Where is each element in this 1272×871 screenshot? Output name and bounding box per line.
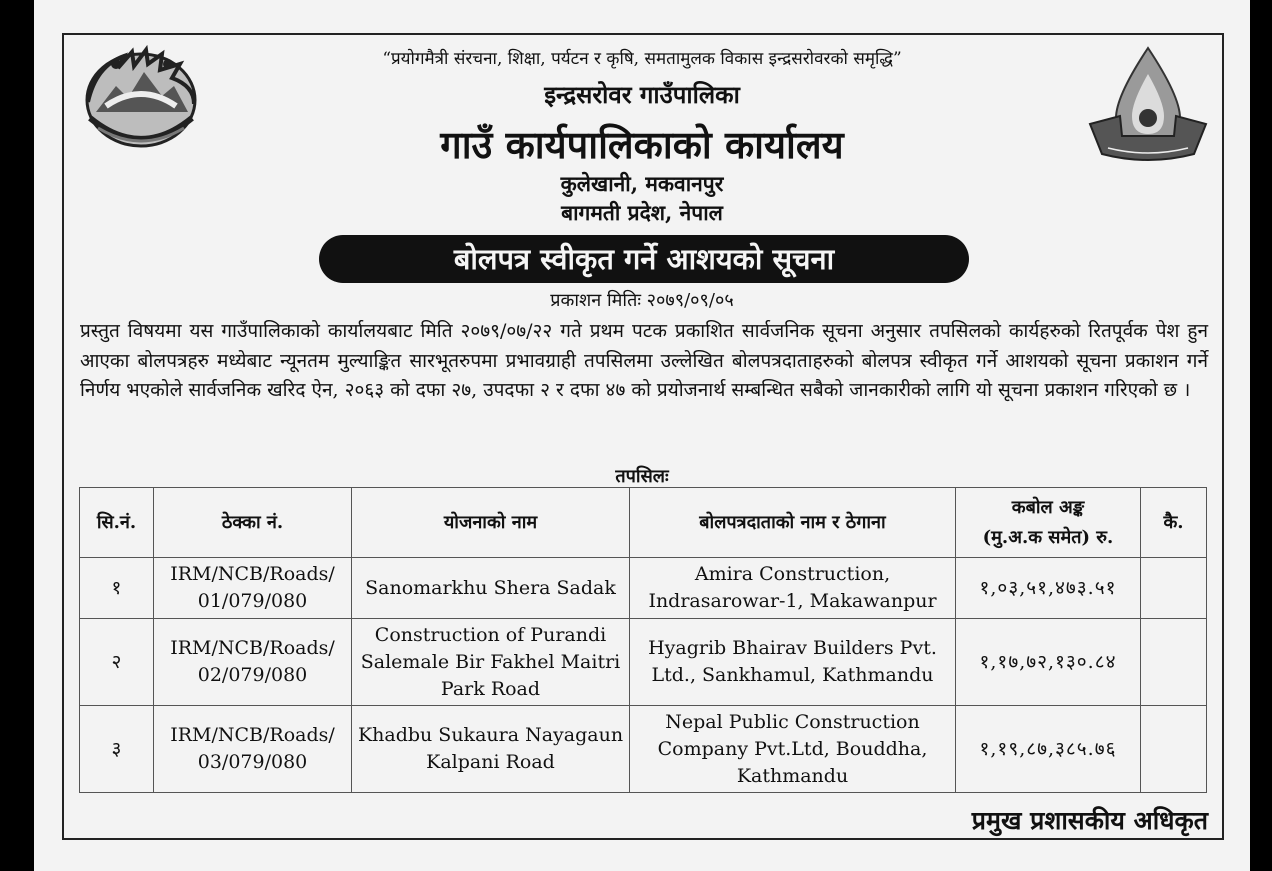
- notice-page: [34, 0, 1250, 871]
- contract-line1: IRM/NCB/Roads/: [170, 563, 335, 585]
- header-remarks: कै.: [1141, 488, 1207, 558]
- header-amount-line1: कबोल अङ्क: [1011, 496, 1085, 518]
- row-project: Construction of Purandi Salemale Bir Fakhel Maitri Park Road: [352, 619, 630, 706]
- signatory-title: प्रमुख प्रशासकीय अधिकृत: [971, 806, 1208, 835]
- table-row: [80, 558, 1207, 619]
- bidder-line2: Indrasarowar-1, Makawanpur: [648, 590, 937, 612]
- bidder-line1: Nepal Public Construction Company Pvt.Ltd, Bouddha,: [657, 710, 928, 760]
- notice-title-banner: बोलपत्र स्वीकृत गर्ने आशयको सूचना: [319, 235, 969, 283]
- contract-line2: 01/079/080: [197, 590, 308, 612]
- contract-line1: IRM/NCB/Roads/: [170, 724, 335, 746]
- contract-line2: 02/079/080: [197, 664, 308, 686]
- row-bidder: [630, 619, 956, 706]
- row-bidder: [630, 558, 956, 619]
- table-header-row: [80, 488, 1207, 558]
- publish-date: प्रकाशन मितिः २०७९/०९/०५: [550, 290, 734, 311]
- header-amount: [956, 488, 1141, 558]
- bidder-line1: Amira Construction,: [694, 563, 891, 585]
- bidder-line1: Hyagrib Bhairav Builders Pvt.: [648, 637, 937, 659]
- address-line-2: बागमती प्रदेश, नेपाल: [561, 200, 723, 225]
- row-contract-no: [154, 619, 352, 706]
- row-project: Khadbu Sukaura Nayagaun Kalpani Road: [352, 706, 630, 793]
- row-amount: १,१७,७२,१३०.८४: [956, 619, 1141, 706]
- row-remarks: [1141, 558, 1207, 619]
- row-sn: १: [80, 558, 154, 619]
- row-bidder: [630, 706, 956, 793]
- notice-body: प्रस्तुत विषयमा यस गाउँपालिकाको कार्यालयबाट मिति २०७९/०७/२२ गते प्रथम पटक प्रकाशित सार्वजनिक सूचना अनुसार तपसिलको कार्यहरुको रितपूर्वक पेश हुन आएका बोलपत्रहरु मध्येबाट न्यूनतम मुल्याङ्कित सारभूतरुपमा प्रभावग्राही तपसिलमा उल्लेखित बोलपत्रदाताहरुको बोलपत्र स्वीकृत गर्ने आशयको सूचना प्रकाशन गर्ने निर्णय भएकोले सार्वजनिक खरिद ऐन, २०६३ को दफा २७, उपदफा २ र दफा ४७ को प्रयोजनार्थ सम्बन्धित सबैको जानकारीको लागि यो सूचना प्रकाशन गरिएको छ ।: [80, 320, 1208, 402]
- header-sn: सि.नं.: [80, 488, 154, 558]
- row-contract-no: [154, 558, 352, 619]
- header-bidder: बोलपत्रदाताको नाम र ठेगाना: [630, 488, 956, 558]
- bid-table: [79, 487, 1207, 793]
- table-row: [80, 706, 1207, 793]
- row-remarks: [1141, 706, 1207, 793]
- table-row: [80, 619, 1207, 706]
- row-project: Sanomarkhu Shera Sadak: [352, 558, 630, 619]
- schedule-label: तपसिलः: [615, 466, 669, 487]
- row-sn: २: [80, 619, 154, 706]
- office-title: गाउँ कार्यपालिकाको कार्यालय: [440, 122, 844, 167]
- bidder-line2: Ltd., Sankhamul, Kathmandu: [651, 664, 934, 686]
- row-amount: १,०३,५१,४७३.५१: [956, 558, 1141, 619]
- header-project: योजनाको नाम: [352, 488, 630, 558]
- bidder-line2: Kathmandu: [736, 764, 849, 787]
- row-sn: ३: [80, 706, 154, 793]
- row-contract-no: [154, 706, 352, 793]
- header-amount-line2: (मु.अ.क समेत) रु.: [982, 526, 1114, 548]
- contract-line2: 03/079/080: [197, 751, 308, 773]
- row-amount: १,१९,८७,३८५.७६: [956, 706, 1141, 793]
- row-remarks: [1141, 619, 1207, 706]
- header-contract-no: ठेक्का नं.: [154, 488, 352, 558]
- address-line-1: कुलेखानी, मकवानपुर: [560, 171, 724, 196]
- palika-name: इन्द्रसरोवर गाउँपालिका: [544, 80, 740, 109]
- contract-line1: IRM/NCB/Roads/: [170, 637, 335, 659]
- motto-text: “प्रयोगमैत्री संरचना, शिक्षा, पर्यटन र कृषि, समतामुलक विकास इन्द्रसरोवरको समृद्धि”: [382, 49, 902, 69]
